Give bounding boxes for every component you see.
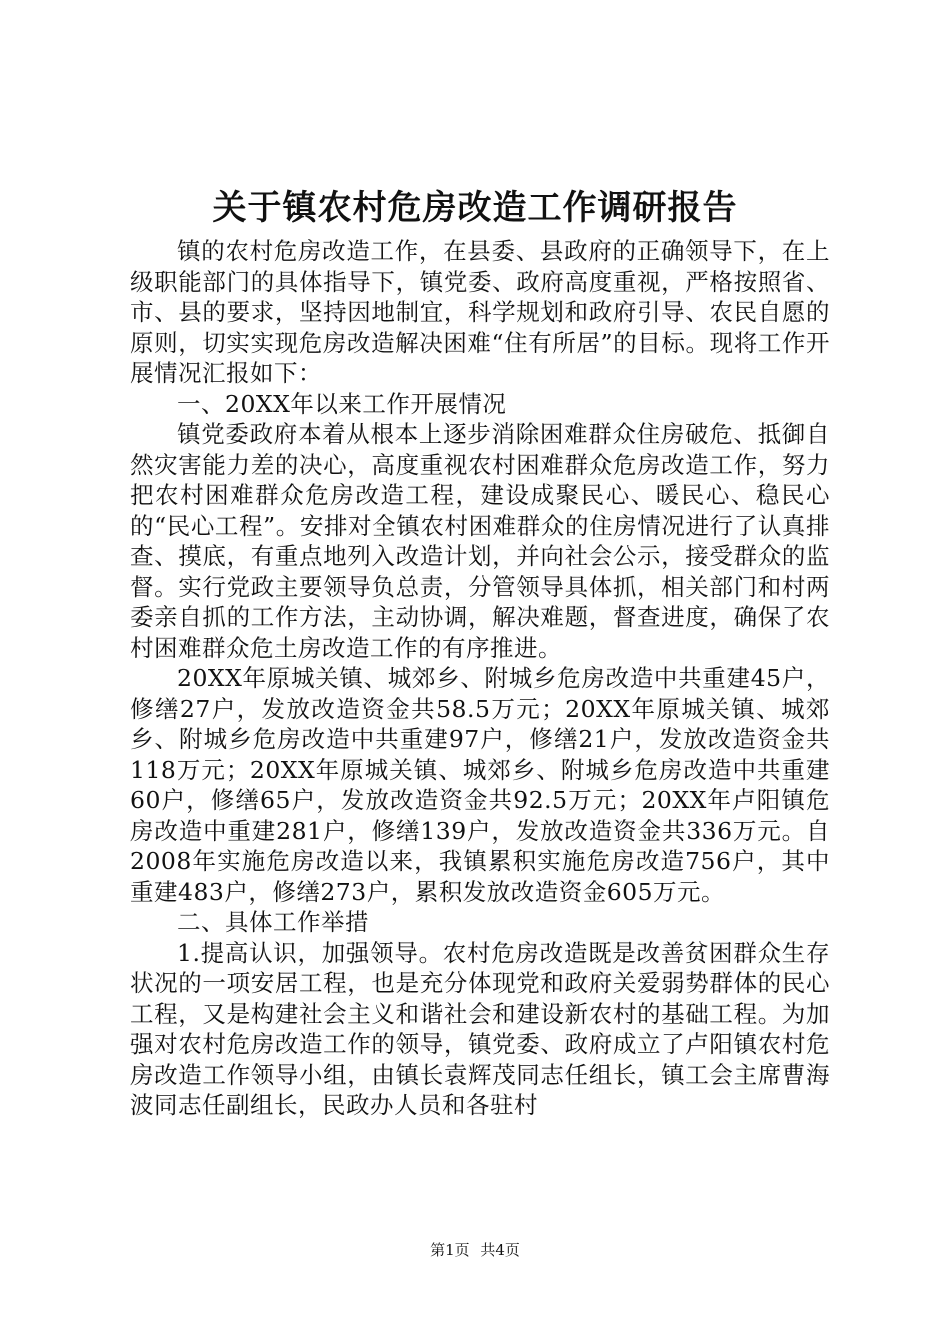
document-title: 关于镇农村危房改造工作调研报告	[212, 188, 738, 228]
page-number: 第1页	[430, 1241, 470, 1259]
paragraph-statistics: 20XX年原城关镇、城郊乡、附城乡危房改造中共重建45户，修缮27户，发放改造资金共58.5万元；20XX年原城关镇、城郊乡、附城乡危房改造中共重建97户，修缮21户，发放改造资金共118万元；20XX年原城关镇、城郊乡、附城乡危房改造中共重建60户，修缮65户，发放改造资金共92.5万元；20XX年卢阳镇危房改造中重建281户，修缮139户，发放改造资金共336万元。自2008年实施危房改造以来，我镇累积实施危房改造756户，其中重建483户，修缮273户，累积发放改造资金605万元。	[130, 664, 830, 906]
document-body	[130, 236, 830, 1121]
section-heading-1: 一、20XX年以来工作开展情况	[177, 389, 507, 418]
page-footer	[0, 1240, 950, 1260]
section-heading-2: 二、具体工作举措	[177, 908, 369, 936]
paragraph-intro: 镇的农村危房改造工作，在县委、县政府的正确领导下，在上级职能部门的具体指导下，镇党委、政府高度重视，严格按照省、市、县的要求，坚持因地制宜，科学规划和政府引导、农民自愿的原则，切实实现危房改造解决困难“住有所居”的目标。现将工作开展情况汇报如下：	[130, 237, 830, 387]
paragraph-measures: 1.提高认识，加强领导。农村危房改造既是改善贫困群众生存状况的一项安居工程，也是充分体现党和政府关爱弱势群体的民心工程，又是构建社会主义和谐社会和建设新农村的基础工程。为加强对农村危房改造工作的领导，镇党委、政府成立了卢阳镇农村危房改造工作领导小组，由镇长袁辉茂同志任组长，镇工会主席曹海波同志任副组长，民政办人员和各驻村	[130, 938, 830, 1119]
page-total: 共4页	[480, 1241, 520, 1259]
paragraph-section-1: 镇党委政府本着从根本上逐步消除困难群众住房破危、抵御自然灾害能力差的决心，高度重视农村困难群众危房改造工作，努力把农村困难群众危房改造工程，建设成聚民心、暖民心、稳民心的“民心工程”。安排对全镇农村困难群众的住房情况进行了认真排查、摸底，有重点地列入改造计划，并向社会公示，接受群众的监督。实行党政主要领导负总责，分管领导具体抓，相关部门和村两委亲自抓的工作方法，主动协调，解决难题，督查进度，确保了农村困难群众危土房改造工作的有序推进。	[130, 420, 830, 662]
